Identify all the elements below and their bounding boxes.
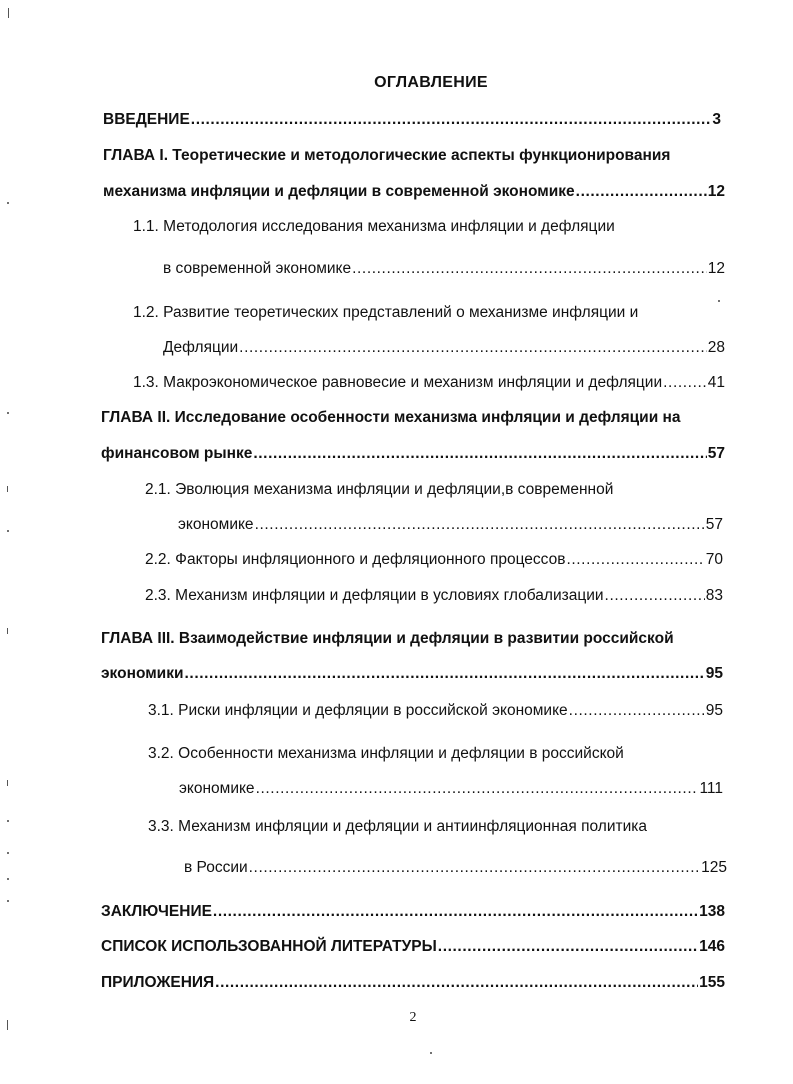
toc-entry-label: ПРИЛОЖЕНИЯ bbox=[101, 974, 215, 991]
toc-entry-label: 1.3. Макроэкономическое равновесие и механизм инфляции и дефляции bbox=[133, 374, 663, 391]
toc-entry-conclusion[interactable] bbox=[101, 902, 725, 922]
toc-entry-chapter-2[interactable] bbox=[101, 444, 725, 464]
dot-leader bbox=[566, 550, 704, 570]
toc-entry-label: экономики bbox=[101, 665, 184, 682]
toc-page-number: 95 bbox=[705, 665, 723, 682]
toc-page-number: 125 bbox=[701, 859, 727, 876]
toc-page-number: 138 bbox=[699, 903, 725, 920]
dot-leader bbox=[191, 110, 712, 130]
dot-leader bbox=[239, 338, 707, 358]
dot-leader bbox=[663, 373, 707, 393]
toc-chapter-1-title[interactable]: ГЛАВА I. Теоретические и методологические аспекты функционирования bbox=[103, 147, 671, 164]
toc-entry-section-2-2[interactable] bbox=[145, 550, 723, 570]
scan-mark bbox=[8, 8, 9, 18]
toc-page-number: 12 bbox=[707, 260, 725, 277]
scan-mark bbox=[7, 900, 9, 902]
toc-entry-label: экономике bbox=[178, 516, 254, 533]
toc-entry-section-3-1[interactable] bbox=[148, 701, 723, 721]
toc-section-3-2-title[interactable]: 3.2. Особенности механизма инфляции и дефляции в российской bbox=[148, 745, 624, 762]
toc-entry-label: ВВЕДЕНИЕ bbox=[103, 111, 190, 128]
toc-page-number: 57 bbox=[705, 516, 723, 533]
toc-page-number: 28 bbox=[707, 339, 725, 356]
page-number: 2 bbox=[409, 1010, 417, 1025]
toc-page-number: 155 bbox=[699, 974, 725, 991]
toc-entry-label: СПИСОК ИСПОЛЬЗОВАННОЙ ЛИТЕРАТУРЫ bbox=[101, 938, 437, 955]
toc-entry-section-3-3[interactable] bbox=[184, 858, 727, 878]
toc-entry-chapter-3[interactable] bbox=[101, 664, 723, 684]
dot-leader bbox=[352, 259, 707, 279]
toc-entry-section-1-3[interactable] bbox=[133, 373, 725, 393]
toc-entry-section-2-3[interactable] bbox=[145, 586, 723, 606]
dot-leader bbox=[255, 515, 705, 535]
toc-entry-chapter-1[interactable] bbox=[103, 182, 725, 202]
dot-leader bbox=[569, 701, 705, 721]
toc-entry-label: в России bbox=[184, 859, 248, 876]
toc-entry-section-1-1[interactable] bbox=[163, 259, 725, 279]
scan-mark bbox=[7, 628, 8, 634]
toc-section-1-2-title[interactable]: 1.2. Развитие теоретических представлений о механизме инфляции и bbox=[133, 304, 639, 321]
scan-mark bbox=[7, 878, 9, 880]
toc-page-number: 95 bbox=[705, 702, 723, 719]
toc-entry-section-1-2[interactable] bbox=[163, 338, 725, 358]
toc-entry-label: финансовом рынке bbox=[101, 445, 253, 462]
toc-entry-label: в современной экономике bbox=[163, 260, 352, 277]
dot-leader bbox=[215, 973, 698, 993]
toc-entry-appendix[interactable] bbox=[101, 973, 725, 993]
dot-leader bbox=[185, 664, 705, 684]
toc-page-number: 111 bbox=[699, 780, 723, 797]
dot-leader bbox=[605, 586, 705, 606]
scan-mark bbox=[7, 530, 9, 532]
toc-section-2-1-title[interactable]: 2.1. Эволюция механизма инфляции и дефляции,в современной bbox=[145, 481, 614, 498]
scan-mark bbox=[7, 486, 8, 492]
dot-leader bbox=[213, 902, 698, 922]
toc-section-3-3-title[interactable]: 3.3. Механизм инфляции и дефляции и антиинфляционная политика bbox=[148, 818, 647, 835]
toc-title: ОГЛАВЛЕНИЕ bbox=[374, 74, 488, 91]
toc-entry-label: механизма инфляции и дефляции в современной экономике bbox=[103, 183, 575, 200]
dot-leader bbox=[576, 182, 707, 202]
scan-mark bbox=[718, 300, 720, 302]
toc-section-1-1-title[interactable]: 1.1. Методология исследования механизма инфляции и дефляции bbox=[133, 218, 615, 235]
toc-page-number: 3 bbox=[712, 111, 721, 128]
toc-entry-label: 2.3. Механизм инфляции и дефляции в условиях глобализации bbox=[145, 587, 604, 604]
toc-entry-literature[interactable] bbox=[101, 937, 725, 957]
dot-leader bbox=[249, 858, 700, 878]
toc-page-number: 146 bbox=[699, 938, 725, 955]
scan-mark bbox=[7, 852, 9, 854]
toc-page-number: 12 bbox=[707, 183, 725, 200]
toc-entry-section-2-1[interactable] bbox=[178, 515, 723, 535]
toc-page-number: 41 bbox=[707, 374, 725, 391]
dot-leader bbox=[438, 937, 698, 957]
toc-entry-label: 3.1. Риски инфляции и дефляции в российской экономике bbox=[148, 702, 568, 719]
scan-mark bbox=[430, 1052, 432, 1054]
toc-entry-intro[interactable] bbox=[103, 110, 721, 130]
toc-chapter-2-title[interactable]: ГЛАВА II. Исследование особенности механизма инфляции и дефляции на bbox=[101, 409, 681, 426]
scan-mark bbox=[7, 202, 9, 204]
dot-leader bbox=[253, 444, 706, 464]
dot-leader bbox=[256, 779, 699, 799]
toc-chapter-3-title[interactable]: ГЛАВА III. Взаимодействие инфляции и дефляции в развитии российской bbox=[101, 630, 674, 647]
scan-mark bbox=[7, 820, 9, 822]
scan-mark bbox=[7, 412, 9, 414]
toc-page-number: 83 bbox=[705, 587, 723, 604]
toc-entry-section-3-2[interactable] bbox=[179, 779, 723, 799]
toc-entry-label: ЗАКЛЮЧЕНИЕ bbox=[101, 903, 212, 920]
toc-page-number: 57 bbox=[707, 445, 725, 462]
toc-entry-label: 2.2. Факторы инфляционного и дефляционного процессов bbox=[145, 551, 566, 568]
toc-entry-label: Дефляции bbox=[163, 339, 239, 356]
toc-page-number: 70 bbox=[705, 551, 723, 568]
scan-mark bbox=[7, 780, 8, 786]
toc-entry-label: экономике bbox=[179, 780, 255, 797]
